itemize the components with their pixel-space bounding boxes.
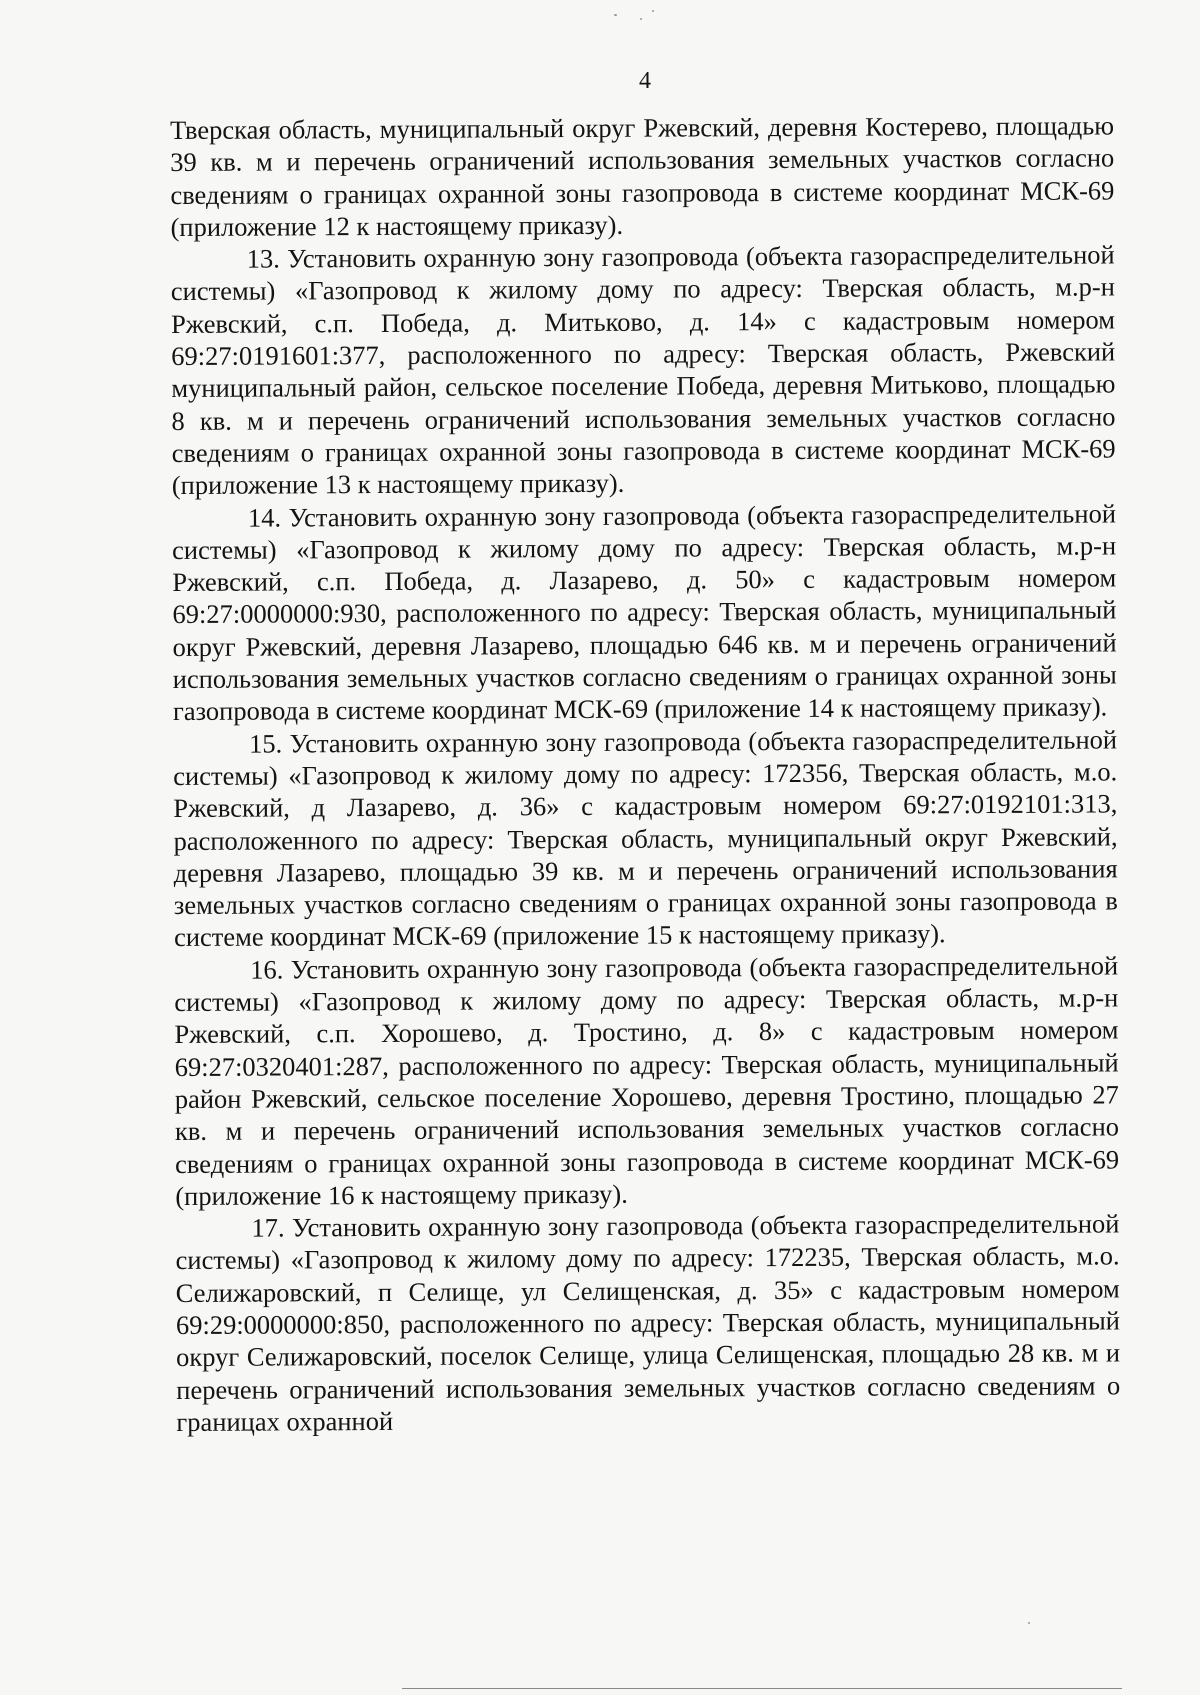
paragraph-17: 17. Установить охранную зону газопровода (объекта газораспределительной системы) «Газопровод к жилому дому по адресу: 172235, Тверская область, м.о. Селижаровский, п Селище, ул Селищенская, д. 35» с кадастровым номером 69:29:0000000:850, расположенного по адресу: Тверская область, муниципальный округ Селижаровский, поселок Селище, улица Селищенская, площадью 28 кв. м и перечень ограничений использования земельных участков согласно сведениям о границах охранной <box>175 1208 1121 1437</box>
paragraph-14: 14. Установить охранную зону газопровода (объекта газораспределительной системы) «Газопровод к жилому дому по адресу: Тверская область, м.р-н Ржевский, с.п. Победа, д. Лазарево, д. 50» с кадастровым номером 69:27:0000000:930, расположенного по адресу: Тверская область, муниципальный округ Ржевский, деревня Лазарево, площадью 646 кв. м и перечень ограничений использования земельных участков согласно сведениям о границах охранной зоны газопровода в системе координат МСК-69 (приложение 14 к настоящему приказу). <box>172 497 1117 727</box>
document-body <box>170 109 1120 1438</box>
paragraph-15: 15. Установить охранную зону газопровода (объекта газораспределительной системы) «Газопровод к жилому дому по адресу: 172356, Тверская область, м.о. Ржевский, д Лазарево, д. 36» с кадастровым номером 69:27:0192101:313, расположенного по адресу: Тверская область, муниципальный округ Ржевский, деревня Лазарево, площадью 39 кв. м и перечень ограничений использования земельных участков согласно сведениям о границах охранной зоны газопровода в системе координат МСК-69 (приложение 15 к настоящему приказу). <box>173 724 1118 953</box>
paragraph-13: 13. Установить охранную зону газопровода (объекта газораспределительной системы) «Газопровод к жилому дому по адресу: Тверская область, м.р-н Ржевский, с.п. Победа, д. Митьково, д. 14» с кадастровым номером 69:27:0191601:377, расположенного по адресу: Тверская область, Ржевский муниципальный район, сельское поселение Победа, деревня Митьково, площадью 8 кв. м и перечень ограничений использования земельных участков согласно сведениям о границах охранной зоны газопровода в системе координат МСК-69 (приложение 13 к настоящему приказу). <box>170 239 1116 501</box>
paragraph-12-continuation: Тверская область, муниципальный округ Ржевский, деревня Костерево, площадью 39 кв. м и перечень ограничений использования земельных участков согласно сведениям о границах охранной зоны газопровода в системе координат МСК-69 (приложение 12 к настоящему приказу). <box>170 110 1115 242</box>
scan-speck <box>652 10 654 12</box>
scan-speck <box>614 14 617 16</box>
scan-speck <box>1028 1622 1030 1624</box>
scan-edge-line <box>402 1688 1122 1689</box>
page-number: 4 <box>639 68 651 94</box>
paragraph-16: 16. Установить охранную зону газопровода (объекта газораспределительной системы) «Газопровод к жилому дому по адресу: Тверская область, м.р-н Ржевский, с.п. Хорошево, д. Тростино, д. 8» с кадастровым номером 69:27:0320401:287, расположенного по адресу: Тверская область, муниципальный район Ржевский, сельское поселение Хорошево, деревня Тростино, площадью 27 кв. м и перечень ограничений использования земельных участков согласно сведениям о границах охранной зоны газопровода в системе координат МСК-69 (приложение 16 к настоящему приказу). <box>174 950 1120 1211</box>
scan-speck <box>640 18 642 20</box>
